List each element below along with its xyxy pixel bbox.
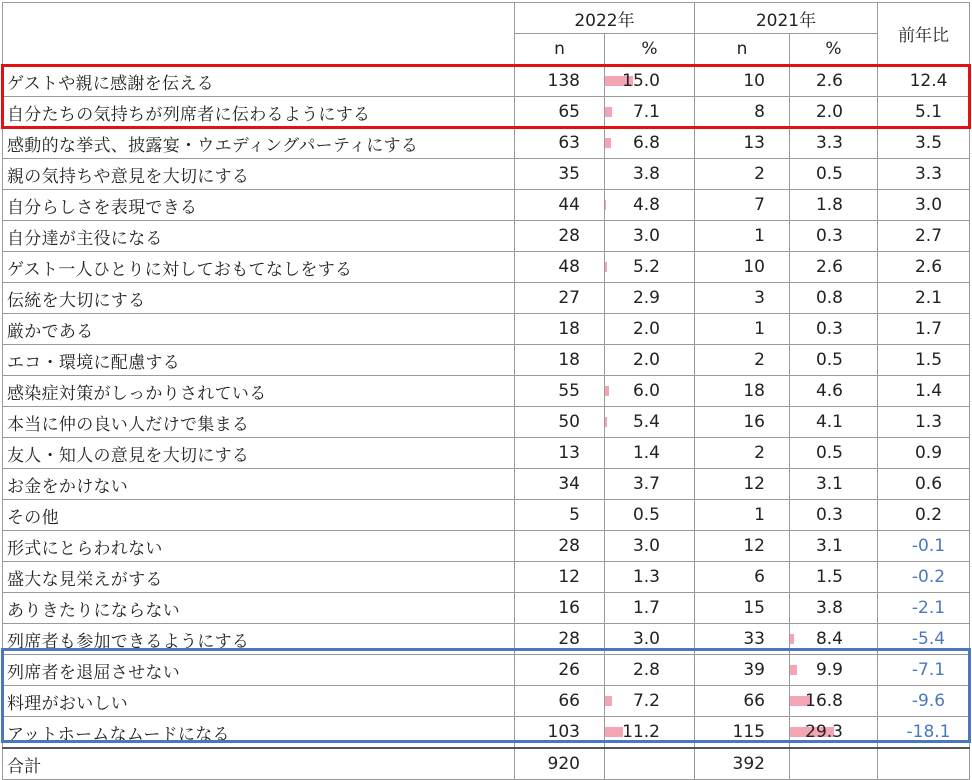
row-yoy: -0.2	[878, 562, 970, 593]
row-n-2022	[515, 128, 605, 159]
row-label: ありきたりにならない	[3, 593, 515, 624]
row-pct-2021	[790, 531, 878, 562]
row-n-2021-value: 2	[754, 164, 765, 184]
table-row	[3, 97, 970, 128]
row-pct-2021	[790, 438, 878, 469]
row-n-2022-value: 138	[547, 71, 580, 91]
row-label: 伝統を大切にする	[3, 283, 515, 314]
header-year-2021: 2021年	[695, 3, 878, 34]
row-n-2021	[695, 562, 790, 593]
row-pct-2022	[605, 252, 695, 283]
table-row	[3, 531, 970, 562]
row-n-2021	[695, 593, 790, 624]
row-label: ゲストや親に感謝を伝える	[3, 65, 515, 97]
total-label: 合計	[3, 748, 515, 780]
row-label: 自分らしさを表現できる	[3, 190, 515, 221]
row-n-2021-value: 2	[754, 350, 765, 370]
row-label: 料理がおいしい	[3, 686, 515, 717]
row-pct-2021-value: 0.5	[815, 350, 843, 370]
bar-2022	[605, 107, 613, 117]
row-n-2021	[695, 531, 790, 562]
row-label: 親の気持ちや意見を大切にする	[3, 159, 515, 190]
table-row	[3, 655, 970, 686]
row-pct-2021-value: 3.1	[815, 474, 843, 494]
row-n-2021	[695, 407, 790, 438]
row-pct-2022	[605, 376, 695, 407]
row-pct-2021	[790, 97, 878, 128]
table-row	[3, 252, 970, 283]
table-row	[3, 128, 970, 159]
row-pct-2021	[790, 562, 878, 593]
row-pct-2021-value: 9.9	[815, 660, 843, 680]
row-pct-2021	[790, 593, 878, 624]
total-pct-2021	[790, 748, 878, 780]
row-n-2022	[515, 407, 605, 438]
row-n-2021	[695, 655, 790, 686]
row-pct-2021-value: 0.5	[815, 443, 843, 463]
row-pct-2022	[605, 128, 695, 159]
row-pct-2021	[790, 314, 878, 345]
row-n-2022	[515, 562, 605, 593]
row-n-2021	[695, 438, 790, 469]
row-pct-2021-value: 29.3	[805, 722, 843, 742]
row-pct-2021-value: 0.8	[815, 288, 843, 308]
row-label: 自分達が主役になる	[3, 221, 515, 252]
row-n-2021-value: 18	[743, 381, 765, 401]
row-pct-2021-value: 0.3	[815, 226, 843, 246]
row-n-2021	[695, 686, 790, 717]
table-row	[3, 438, 970, 469]
row-label: エコ・環境に配慮する	[3, 345, 515, 376]
row-n-2022	[515, 252, 605, 283]
row-pct-2022-value: 1.4	[632, 443, 660, 463]
row-pct-2021-value: 0.3	[815, 319, 843, 339]
row-n-2022	[515, 655, 605, 686]
row-yoy: 3.3	[878, 159, 970, 190]
row-n-2021-value: 6	[754, 567, 765, 587]
row-pct-2021	[790, 717, 878, 749]
row-label: その他	[3, 500, 515, 531]
table-row	[3, 500, 970, 531]
header-n-2022: n	[515, 34, 605, 66]
row-n-2021	[695, 624, 790, 655]
row-n-2022	[515, 345, 605, 376]
row-pct-2022-value: 2.8	[632, 660, 660, 680]
row-yoy: 1.4	[878, 376, 970, 407]
row-n-2022-value: 34	[558, 474, 580, 494]
row-n-2021-value: 33	[743, 629, 765, 649]
row-pct-2021	[790, 469, 878, 500]
row-n-2022-value: 18	[558, 350, 580, 370]
row-pct-2021-value: 2.6	[815, 71, 843, 91]
row-n-2021-value: 16	[743, 412, 765, 432]
row-pct-2022	[605, 159, 695, 190]
row-label: 友人・知人の意見を大切にする	[3, 438, 515, 469]
header-year-2022: 2022年	[515, 3, 695, 34]
row-pct-2021-value: 4.1	[815, 412, 843, 432]
row-n-2021	[695, 128, 790, 159]
row-pct-2021-value: 0.3	[815, 505, 843, 525]
row-n-2021	[695, 469, 790, 500]
table-row	[3, 345, 970, 376]
table-row	[3, 469, 970, 500]
row-yoy: 2.7	[878, 221, 970, 252]
row-pct-2022	[605, 190, 695, 221]
row-n-2022	[515, 65, 605, 97]
row-pct-2021-value: 3.8	[815, 598, 843, 618]
row-n-2022	[515, 469, 605, 500]
table-row	[3, 593, 970, 624]
bar-2022	[605, 200, 607, 210]
row-n-2021	[695, 221, 790, 252]
row-pct-2021	[790, 221, 878, 252]
row-yoy: 0.6	[878, 469, 970, 500]
total-row	[3, 748, 970, 780]
row-yoy: 2.6	[878, 252, 970, 283]
row-label: 自分たちの気持ちが列席者に伝わるようにする	[3, 97, 515, 128]
row-n-2022-value: 13	[558, 443, 580, 463]
row-n-2021	[695, 97, 790, 128]
row-pct-2022-value: 6.8	[632, 133, 660, 153]
row-n-2021	[695, 283, 790, 314]
header-n-2021: n	[695, 34, 790, 66]
total-n-2022	[515, 748, 605, 780]
row-label: アットホームなムードになる	[3, 717, 515, 749]
row-pct-2022-value: 5.4	[632, 412, 660, 432]
row-n-2021-value: 66	[743, 691, 765, 711]
table-row	[3, 190, 970, 221]
row-pct-2021	[790, 686, 878, 717]
row-n-2022	[515, 283, 605, 314]
row-n-2021-value: 1	[754, 319, 765, 339]
bar-2022	[605, 262, 608, 272]
header-pct-2021: %	[790, 34, 878, 66]
row-pct-2021-value: 2.0	[815, 102, 843, 122]
row-label: 感染症対策がしっかりされている	[3, 376, 515, 407]
row-yoy: 2.1	[878, 283, 970, 314]
row-n-2022-value: 66	[558, 691, 580, 711]
row-n-2021-value: 15	[743, 598, 765, 618]
row-pct-2022-value: 0.5	[632, 505, 660, 525]
row-pct-2021	[790, 500, 878, 531]
row-n-2022	[515, 159, 605, 190]
row-n-2022-value: 28	[558, 536, 580, 556]
row-yoy: -9.6	[878, 686, 970, 717]
row-label: 形式にとらわれない	[3, 531, 515, 562]
row-yoy: -0.1	[878, 531, 970, 562]
row-pct-2022	[605, 345, 695, 376]
row-pct-2022-value: 6.0	[632, 381, 660, 401]
row-n-2022-value: 63	[558, 133, 580, 153]
header-blank	[3, 3, 515, 66]
survey-table	[2, 2, 970, 780]
row-n-2021	[695, 190, 790, 221]
row-pct-2022-value: 1.7	[632, 598, 660, 618]
row-label: 厳かである	[3, 314, 515, 345]
bar-2022	[605, 386, 610, 396]
bar-2022	[605, 138, 612, 148]
row-n-2021	[695, 65, 790, 97]
table-row	[3, 376, 970, 407]
row-pct-2022-value: 3.8	[632, 164, 660, 184]
row-n-2021-value: 7	[754, 195, 765, 215]
total-pct-2022	[605, 748, 695, 780]
row-n-2022	[515, 190, 605, 221]
table-row	[3, 717, 970, 749]
row-pct-2021	[790, 128, 878, 159]
row-yoy: 12.4	[878, 65, 970, 97]
row-pct-2022-value: 3.0	[632, 629, 660, 649]
row-pct-2022	[605, 717, 695, 749]
row-pct-2022-value: 2.9	[632, 288, 660, 308]
row-pct-2021	[790, 376, 878, 407]
row-yoy: 0.9	[878, 438, 970, 469]
header-row-years	[3, 3, 970, 34]
row-pct-2021-value: 16.8	[805, 691, 843, 711]
row-pct-2022	[605, 593, 695, 624]
row-n-2021-value: 10	[743, 71, 765, 91]
row-pct-2022-value: 4.8	[632, 195, 660, 215]
row-pct-2022	[605, 686, 695, 717]
row-n-2021-value: 39	[743, 660, 765, 680]
row-n-2021-value: 1	[754, 226, 765, 246]
row-pct-2021	[790, 283, 878, 314]
row-n-2022	[515, 314, 605, 345]
header-pct-2022: %	[605, 34, 695, 66]
row-n-2022-value: 65	[558, 102, 580, 122]
bar-2022	[605, 696, 613, 706]
row-n-2021-value: 12	[743, 474, 765, 494]
table-row	[3, 65, 970, 97]
row-pct-2022-value: 1.3	[632, 567, 660, 587]
row-pct-2021	[790, 65, 878, 97]
bar-2021	[790, 665, 798, 675]
row-label: 盛大な見栄えがする	[3, 562, 515, 593]
total-n-2021-value: 392	[732, 754, 765, 774]
row-pct-2022	[605, 407, 695, 438]
row-pct-2022-value: 11.2	[622, 722, 660, 742]
table-row	[3, 314, 970, 345]
row-yoy: -18.1	[878, 717, 970, 749]
row-n-2021-value: 3	[754, 288, 765, 308]
row-yoy: 3.5	[878, 128, 970, 159]
row-n-2021-value: 1	[754, 505, 765, 525]
row-n-2022	[515, 376, 605, 407]
row-n-2021	[695, 159, 790, 190]
row-n-2022-value: 103	[547, 722, 580, 742]
row-pct-2021-value: 3.1	[815, 536, 843, 556]
row-label: 本当に仲の良い人だけで集まる	[3, 407, 515, 438]
row-pct-2022	[605, 314, 695, 345]
row-pct-2022	[605, 97, 695, 128]
row-n-2021	[695, 345, 790, 376]
row-n-2021	[695, 314, 790, 345]
row-n-2022-value: 16	[558, 598, 580, 618]
row-n-2022	[515, 624, 605, 655]
row-n-2022	[515, 500, 605, 531]
row-n-2021-value: 12	[743, 536, 765, 556]
row-yoy: -2.1	[878, 593, 970, 624]
row-yoy: 1.3	[878, 407, 970, 438]
row-yoy: 0.2	[878, 500, 970, 531]
row-pct-2022-value: 15.0	[622, 71, 660, 91]
table-row	[3, 159, 970, 190]
row-label: ゲスト一人ひとりに対しておもてなしをする	[3, 252, 515, 283]
row-n-2022	[515, 531, 605, 562]
row-n-2022-value: 35	[558, 164, 580, 184]
row-yoy: 5.1	[878, 97, 970, 128]
row-n-2021-value: 10	[743, 257, 765, 277]
row-n-2022-value: 55	[558, 381, 580, 401]
row-pct-2021	[790, 159, 878, 190]
row-yoy: 1.7	[878, 314, 970, 345]
row-pct-2022-value: 5.2	[632, 257, 660, 277]
row-pct-2022-value: 2.0	[632, 319, 660, 339]
row-pct-2022	[605, 283, 695, 314]
row-pct-2022	[605, 469, 695, 500]
row-n-2022	[515, 221, 605, 252]
row-yoy: -7.1	[878, 655, 970, 686]
bar-2022	[605, 727, 624, 737]
row-pct-2021	[790, 190, 878, 221]
row-n-2021-value: 13	[743, 133, 765, 153]
table-row	[3, 624, 970, 655]
row-n-2022	[515, 97, 605, 128]
row-n-2021	[695, 717, 790, 749]
row-n-2022-value: 28	[558, 226, 580, 246]
row-n-2021-value: 115	[732, 722, 765, 742]
row-pct-2022	[605, 221, 695, 252]
row-pct-2022	[605, 624, 695, 655]
row-pct-2021	[790, 407, 878, 438]
row-n-2021-value: 8	[754, 102, 765, 122]
row-pct-2021-value: 2.6	[815, 257, 843, 277]
total-n-2022-value: 920	[547, 754, 580, 774]
row-pct-2022-value: 2.0	[632, 350, 660, 370]
row-n-2021	[695, 376, 790, 407]
row-n-2022-value: 44	[558, 195, 580, 215]
row-pct-2021-value: 8.4	[815, 629, 843, 649]
row-pct-2021-value: 3.3	[815, 133, 843, 153]
row-pct-2022-value: 3.0	[632, 536, 660, 556]
row-pct-2021-value: 4.6	[815, 381, 843, 401]
row-n-2022-value: 26	[558, 660, 580, 680]
row-n-2022-value: 18	[558, 319, 580, 339]
row-n-2022-value: 27	[558, 288, 580, 308]
row-pct-2022	[605, 438, 695, 469]
row-n-2021-value: 2	[754, 443, 765, 463]
row-n-2022-value: 50	[558, 412, 580, 432]
row-n-2022-value: 48	[558, 257, 580, 277]
row-pct-2021	[790, 252, 878, 283]
total-yoy	[878, 748, 970, 780]
row-n-2022	[515, 686, 605, 717]
row-yoy: -5.4	[878, 624, 970, 655]
row-pct-2021-value: 1.5	[815, 567, 843, 587]
row-label: 感動的な挙式、披露宴・ウエディングパーティにする	[3, 128, 515, 159]
row-n-2022-value: 12	[558, 567, 580, 587]
row-pct-2022	[605, 500, 695, 531]
row-pct-2022	[605, 655, 695, 686]
row-pct-2021-value: 1.8	[815, 195, 843, 215]
header-yoy: 前年比	[878, 3, 970, 66]
table-row	[3, 562, 970, 593]
table-row	[3, 283, 970, 314]
row-pct-2021	[790, 655, 878, 686]
row-n-2022	[515, 717, 605, 749]
row-yoy: 3.0	[878, 190, 970, 221]
row-n-2022	[515, 593, 605, 624]
row-n-2022	[515, 438, 605, 469]
row-n-2022-value: 5	[569, 505, 580, 525]
row-pct-2022-value: 7.1	[632, 102, 660, 122]
row-label: 列席者を退屈させない	[3, 655, 515, 686]
row-n-2021	[695, 252, 790, 283]
row-label: 列席者も参加できるようにする	[3, 624, 515, 655]
row-pct-2021	[790, 345, 878, 376]
table-body	[3, 65, 970, 748]
row-pct-2022	[605, 531, 695, 562]
row-pct-2022	[605, 562, 695, 593]
row-n-2021	[695, 500, 790, 531]
row-pct-2022	[605, 65, 695, 97]
table-row	[3, 221, 970, 252]
table-row	[3, 686, 970, 717]
bar-2022	[605, 417, 608, 427]
table-row	[3, 407, 970, 438]
row-pct-2022-value: 3.7	[632, 474, 660, 494]
row-n-2022-value: 28	[558, 629, 580, 649]
row-pct-2022-value: 7.2	[632, 691, 660, 711]
row-yoy: 1.5	[878, 345, 970, 376]
row-pct-2022-value: 3.0	[632, 226, 660, 246]
row-pct-2021	[790, 624, 878, 655]
total-n-2021	[695, 748, 790, 780]
row-pct-2021-value: 0.5	[815, 164, 843, 184]
row-label: お金をかけない	[3, 469, 515, 500]
bar-2021	[790, 634, 795, 644]
